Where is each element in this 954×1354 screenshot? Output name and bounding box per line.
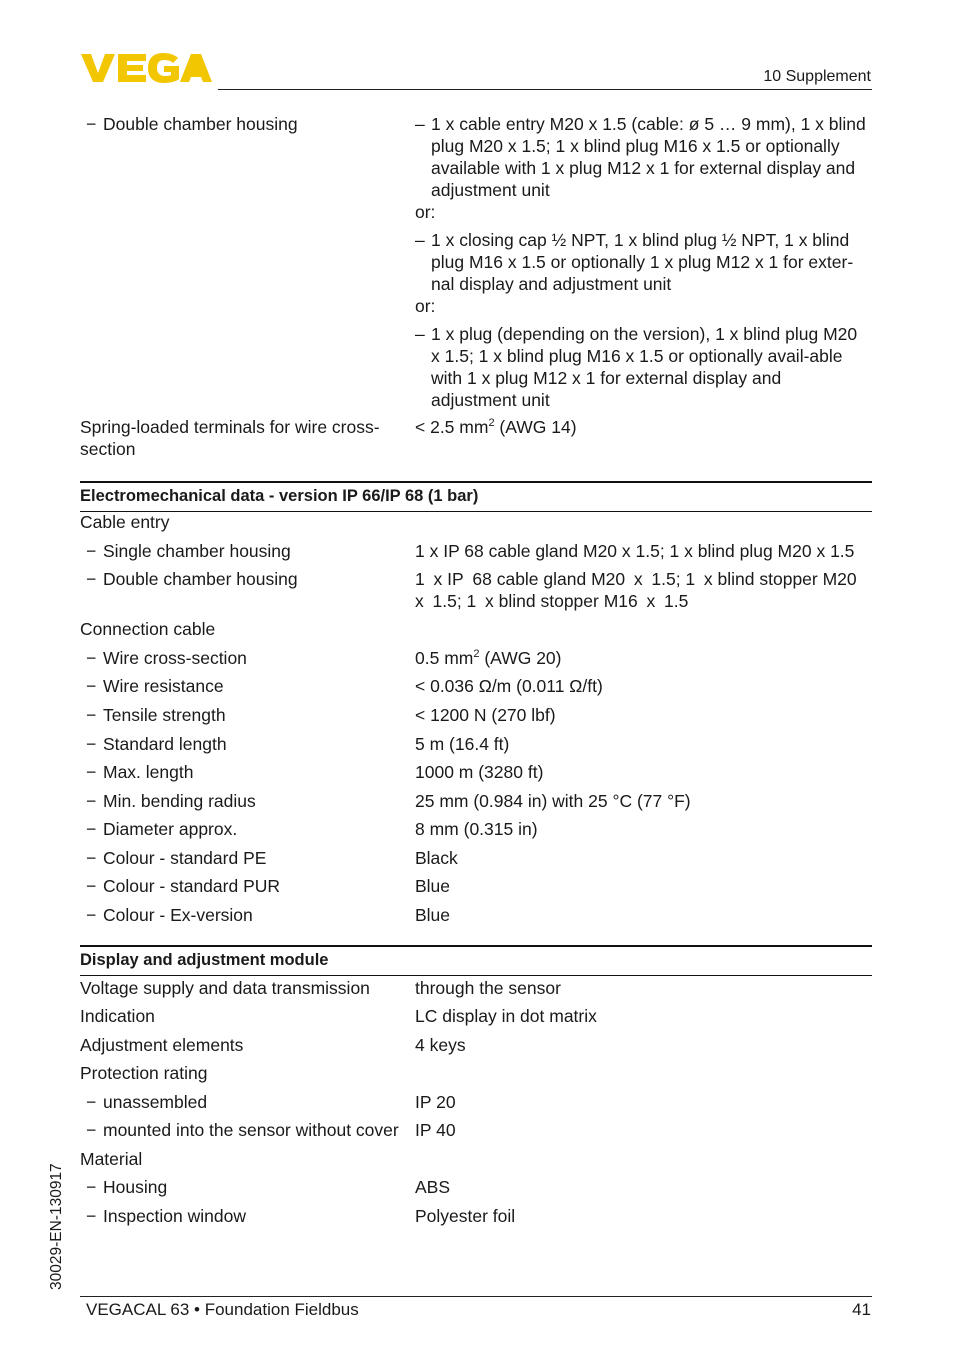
spec-value: 5 m (16.4 ft): [415, 734, 510, 754]
section-header: [80, 481, 872, 512]
spec-value: < 0.036 Ω/m (0.011 Ω/ft): [415, 676, 603, 696]
spec-row: [80, 511, 872, 535]
spec-row: [80, 1091, 872, 1115]
spec-label: − Housing: [86, 1176, 413, 1198]
spec-label: Voltage supply and data transmission: [80, 978, 370, 998]
spec-value-or: or:: [415, 202, 436, 222]
spec-label: − Wire cross-section: [86, 647, 413, 669]
spec-row: [80, 1062, 872, 1086]
spec-value-list: [415, 113, 867, 411]
spec-row: [80, 540, 872, 564]
spec-row: [80, 875, 872, 899]
spec-row: [80, 675, 872, 699]
section-title: Display and adjustment module: [80, 951, 329, 969]
spec-row: [80, 1005, 872, 1029]
spec-row: [80, 113, 872, 413]
page-number: 41: [852, 1300, 871, 1319]
spec-row: [80, 1034, 872, 1058]
spec-row: [80, 618, 872, 642]
spec-value: IP 40: [415, 1120, 456, 1140]
spec-label: − Single chamber housing: [86, 540, 413, 562]
spec-row: [80, 568, 872, 611]
spec-value-or: or:: [415, 296, 436, 316]
spec-value: 4 keys: [415, 1035, 466, 1055]
spec-value-option: – 1 x cable entry M20 x 1.5 (cable: ø 5 … 9 mm), 1 x blind plug M20 x 1.5; 1 x blind plug M16 x 1.5 or optionally available with 1 x plug M12 x 1 for external display and adjustment unit: [415, 113, 867, 201]
spec-value: LC display in dot matrix: [415, 1006, 597, 1026]
spec-label: − mounted into the sensor without cover: [86, 1119, 413, 1141]
spec-row: [80, 1119, 872, 1143]
spec-row: [80, 904, 872, 928]
document-code: 30029-EN-130917: [48, 1163, 65, 1290]
spec-row: [80, 761, 872, 785]
spec-value: 1 x IP 68 cable gland M20 x 1.5; 1 x blind plug M20 x 1.5: [415, 541, 855, 561]
spec-value: 25 mm (0.984 in) with 25 °C (77 °F): [415, 791, 691, 811]
spec-label: Connection cable: [80, 619, 216, 639]
footer-rule: [80, 1296, 872, 1297]
spec-value: 1 x IP 68 cable gland M20 x 1.5; 1 x blind stopper M20 x 1.5; 1 x blind stopper M16 x 1.5: [415, 569, 866, 611]
spec-row: [80, 847, 872, 871]
spec-value: Blue: [415, 905, 451, 925]
spec-value: 8 mm (0.315 in): [415, 819, 538, 839]
chapter-label: 10 Supplement: [763, 68, 871, 85]
spec-label: − Tensile strength: [86, 704, 413, 726]
section-header: [80, 945, 872, 976]
spec-value: ABS: [415, 1177, 451, 1197]
spec-row: [80, 1148, 872, 1172]
spec-value: < 1200 N (270 lbf): [415, 705, 556, 725]
spec-value: Blue: [415, 876, 451, 896]
spec-label: − Inspection window: [86, 1205, 413, 1227]
spec-row: [80, 1205, 872, 1229]
spec-value: < 2.5 $mm^2$ (AWG 14): [415, 417, 577, 437]
header-rule: [218, 89, 872, 90]
spec-label: Protection rating: [80, 1063, 208, 1083]
spec-value: 0.5 $mm^2$ (AWG 20): [415, 648, 562, 668]
section-title: Electromechanical data - version IP 66/IP 68 (1 bar): [80, 487, 479, 505]
spec-label: − Standard length: [86, 733, 413, 755]
spec-value: through the sensor: [415, 978, 561, 998]
spec-label: − Min. bending radius: [86, 790, 413, 812]
spec-label: − unassembled: [86, 1091, 413, 1113]
spec-value: Polyester foil: [415, 1206, 516, 1226]
spec-label: − Colour - standard PUR: [86, 875, 413, 897]
spec-label: Material: [80, 1149, 143, 1169]
spec-row: [80, 790, 872, 814]
vega-logo: [81, 52, 213, 89]
spec-label: − Wire resistance: [86, 675, 413, 697]
spec-row: [80, 416, 872, 462]
spec-label: Adjustment elements: [80, 1035, 244, 1055]
spec-row: [80, 733, 872, 757]
spec-label: − Colour - Ex-version: [86, 904, 413, 926]
spec-label: Indication: [80, 1006, 155, 1026]
spec-value-option: – 1 x plug (depending on the version), 1 x blind plug M20 x 1.5; 1 x blind plug M16 x 1.5 or optionally avail-able with 1 x plug M12 x 1 for external display and adjustment unit: [415, 323, 867, 411]
spec-row: [80, 1176, 872, 1200]
spec-label: − Max. length: [86, 761, 413, 783]
spec-label: − Colour - standard PE: [86, 847, 413, 869]
spec-label: Spring-loaded terminals for wire cross-section: [80, 417, 380, 459]
spec-label: − Diameter approx.: [86, 818, 413, 840]
spec-value-option: – 1 x closing cap ½ NPT, 1 x blind plug ½ NPT, 1 x blind plug M16 x 1.5 or optionally 1 x plug M12 x 1 for exter-nal display and adjustment unit: [415, 229, 867, 295]
spec-row: [80, 704, 872, 728]
spec-row: [80, 818, 872, 842]
spec-row: [80, 647, 872, 671]
spec-value: 1000 m (3280 ft): [415, 762, 544, 782]
spec-row: [80, 977, 872, 1001]
spec-value: IP 20: [415, 1092, 456, 1112]
footer-product: VEGACAL 63 • Foundation Fieldbus: [86, 1300, 359, 1319]
spec-label: − Double chamber housing: [86, 568, 413, 590]
spec-label: − Double chamber housing: [86, 113, 413, 135]
spec-label: Cable entry: [80, 512, 170, 532]
spec-value: Black: [415, 848, 458, 868]
